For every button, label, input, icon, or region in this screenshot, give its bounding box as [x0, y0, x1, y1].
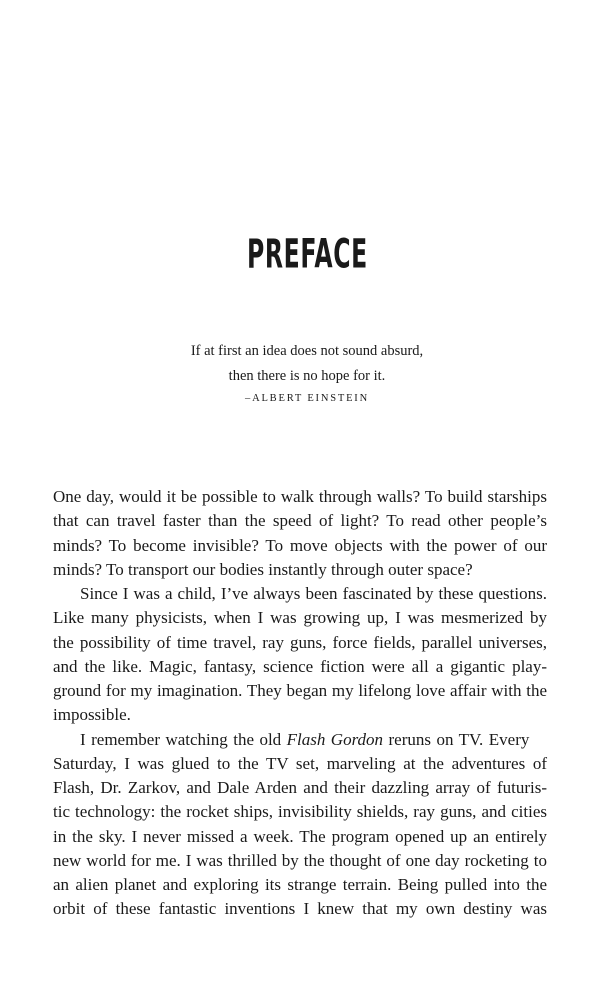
italic-title: Flash Gordon: [286, 729, 384, 749]
text-segment: I remember watching the old: [80, 729, 287, 749]
body-line: orbit of these fantastic inventions I knew that my own destiny was: [53, 899, 547, 919]
body-line: minds? To become invisible? To move objects with the power of our: [53, 535, 547, 555]
body-line: and the like. Magic, fantasy, science fiction were all a gigantic play-: [53, 656, 547, 676]
epigraph-line: If at first an idea does not sound absurd,: [190, 343, 424, 359]
chapter-title: PREFACE: [246, 230, 368, 278]
body-line: One day, would it be possible to walk through walls? To build starships: [53, 487, 547, 506]
body-line: impossible.: [53, 705, 131, 725]
body-line: minds? To transport our bodies instantly through outer space?: [53, 559, 473, 579]
body-line: that can travel faster than the speed of light? To read other people’s: [53, 511, 547, 531]
epigraph-line: then there is no hope for it.: [228, 368, 386, 384]
body-line: [53, 730, 547, 750]
body-line: Flash, Dr. Zarkov, and Dale Arden and their dazzling array of futuris-: [53, 778, 547, 797]
body-line: Like many physicists, when I was growing up, I was mesmerized by: [53, 608, 547, 628]
body-line: ground for my imagination. They began my lifelong love affair with the: [53, 681, 547, 700]
body-line: an alien planet and exploring its strange terrain. Being pulled into the: [53, 875, 547, 894]
body-line: in the sky. I never missed a week. The program opened up an entirely: [53, 826, 547, 846]
body-line: new world for me. I was thrilled by the thought of one day rocketing to: [53, 850, 547, 870]
text-segment: reruns on TV. Every: [383, 729, 530, 749]
body-line: the possibility of time travel, ray guns, force fields, parallel universes,: [53, 632, 547, 652]
epigraph-attribution: –ALBERT EINSTEIN: [245, 393, 369, 404]
body-line: Saturday, I was glued to the TV set, marveling at the adventures of: [53, 753, 547, 773]
body-line: Since I was a child, I’ve always been fascinated by these questions.: [80, 584, 547, 603]
body-line: tic technology: the rocket ships, invisibility shields, ray guns, and cities: [53, 802, 547, 822]
